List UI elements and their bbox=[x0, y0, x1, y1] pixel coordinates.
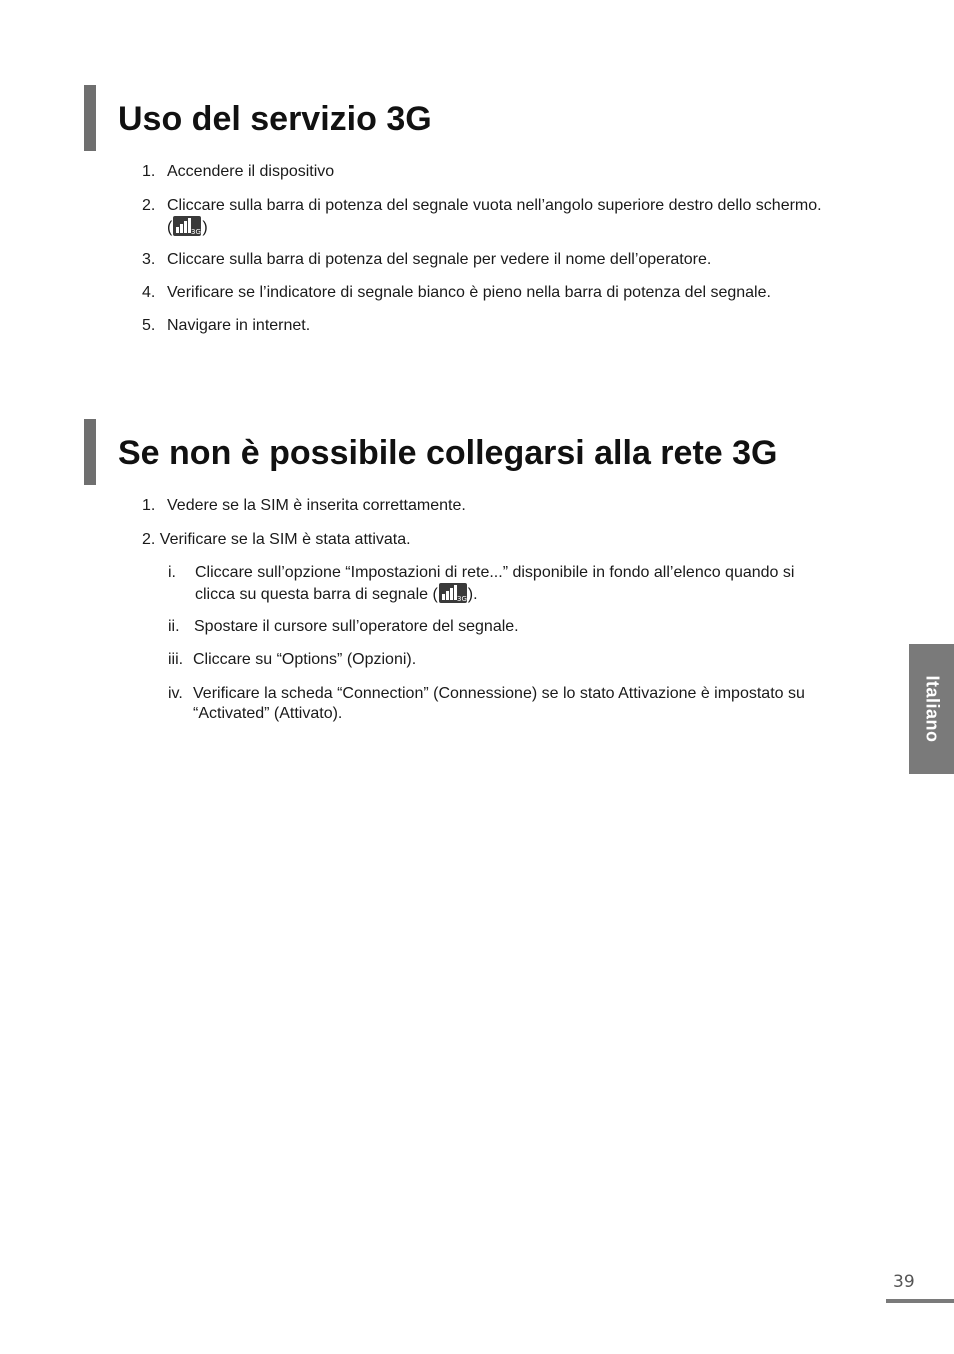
section-1-accent-bar bbox=[84, 85, 96, 151]
sub-list-item-text: Spostare il cursore sull’operatore del segnale. bbox=[194, 618, 519, 635]
list-item bbox=[142, 283, 882, 303]
sub-list-item bbox=[168, 617, 868, 637]
sub-list-item-text-after-icon: ). bbox=[467, 586, 478, 603]
sub-list-item bbox=[168, 563, 868, 605]
list-item-text: Verificare se l’indicatore di segnale bianco è pieno nella barra di potenza del segnale. bbox=[167, 284, 771, 301]
sub-list-item-text: Cliccare su “Options” (Opzioni). bbox=[193, 651, 417, 668]
list-item-number: 1. bbox=[142, 497, 156, 514]
paren-close: ) bbox=[202, 219, 208, 236]
sub-list-item-text: Verificare la scheda “Connection” (Connessione) se lo stato Attivazione è impostato su bbox=[193, 685, 805, 702]
paren-open: ( bbox=[167, 219, 173, 236]
list-item-icon-line bbox=[167, 216, 882, 238]
list-item bbox=[142, 162, 882, 182]
language-side-tab bbox=[909, 644, 954, 774]
section-2-title: Se non è possibile collegarsi alla rete 3G bbox=[118, 434, 778, 472]
section-2-accent-bar bbox=[84, 419, 96, 485]
sub-list-item-number: iii. bbox=[168, 651, 184, 668]
list-item-number: 4. bbox=[142, 284, 156, 301]
language-side-tab-label: Italiano bbox=[922, 675, 942, 743]
list-item-number: 3. bbox=[142, 251, 156, 268]
sub-list-item-text-line2 bbox=[195, 583, 868, 605]
page-number-rule bbox=[886, 1299, 954, 1303]
list-item-number: 2. bbox=[142, 197, 156, 214]
signal-3g-icon bbox=[173, 216, 201, 236]
sub-list-item-number: iv. bbox=[168, 685, 183, 702]
list-item bbox=[142, 316, 882, 336]
list-item-number: 5. bbox=[142, 317, 156, 334]
page-number: 39 bbox=[893, 1272, 915, 1292]
sub-list-item bbox=[168, 650, 868, 670]
svg-text:3G: 3G bbox=[456, 595, 467, 603]
section-1-title: Uso del servizio 3G bbox=[118, 100, 432, 138]
list-item-text: Accendere il dispositivo bbox=[167, 163, 335, 180]
sub-list-item-text-before-icon: clicca su questa barra di segnale ( bbox=[195, 586, 438, 603]
list-item bbox=[142, 530, 882, 550]
list-item-text: 2. Verificare se la SIM è stata attivata. bbox=[142, 531, 411, 548]
sub-list-item-number: i. bbox=[168, 564, 176, 581]
list-item-number: 1. bbox=[142, 163, 156, 180]
list-item-text: Cliccare sulla barra di potenza del segnale vuota nell’angolo superiore destro dello schermo. bbox=[167, 197, 822, 214]
list-item-text: Vedere se la SIM è inserita correttamente. bbox=[167, 497, 466, 514]
sub-list-item-text-line2: “Activated” (Attivato). bbox=[193, 705, 343, 722]
list-item-text: Navigare in internet. bbox=[167, 317, 311, 334]
list-item bbox=[142, 496, 882, 516]
list-item bbox=[142, 250, 882, 270]
list-item-text: Cliccare sulla barra di potenza del segnale per vedere il nome dell’operatore. bbox=[167, 251, 712, 268]
sub-list-item bbox=[168, 684, 868, 724]
sub-list-item-number: ii. bbox=[168, 618, 180, 635]
signal-3g-icon bbox=[439, 583, 467, 603]
svg-text:3G: 3G bbox=[191, 228, 202, 236]
sub-list-item-text: Cliccare sull’opzione “Impostazioni di rete...” disponibile in fondo all’elenco quando si bbox=[195, 564, 795, 581]
list-item bbox=[142, 196, 882, 238]
